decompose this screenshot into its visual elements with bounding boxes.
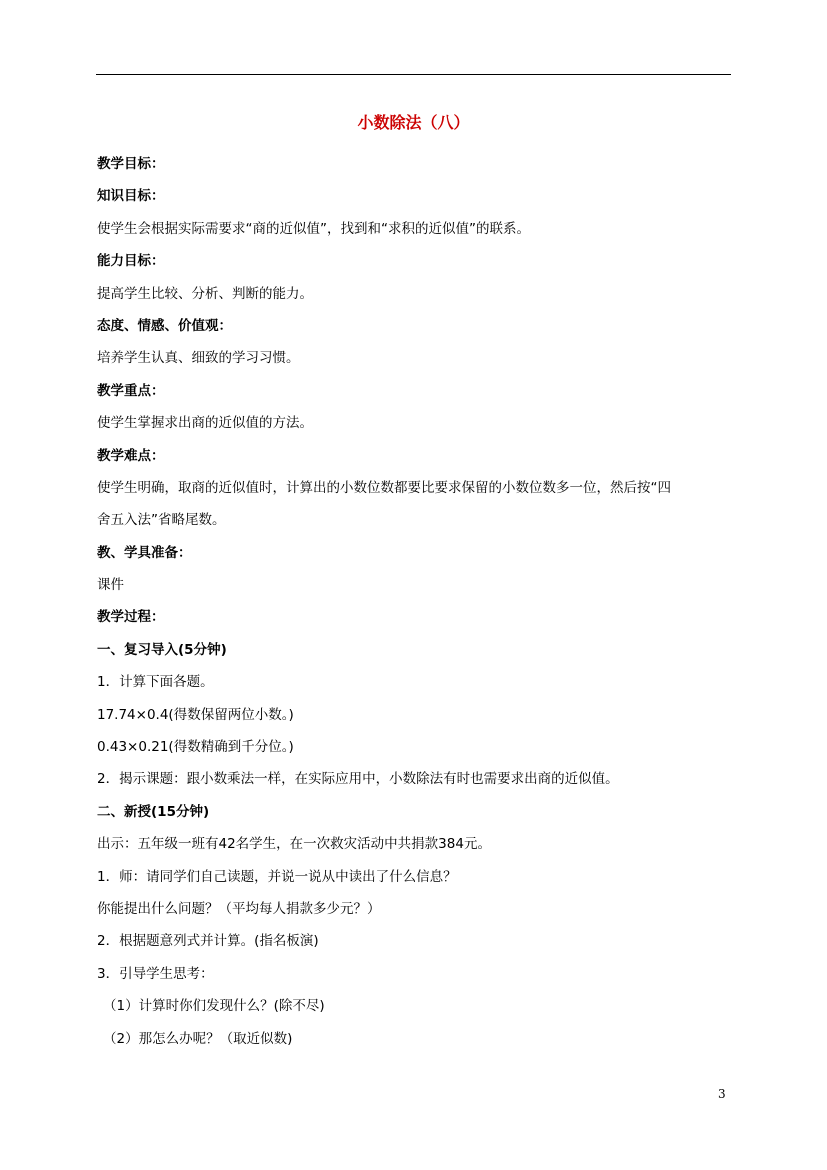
heading-key-points: 教学重点： <box>97 382 165 399</box>
sub-item-2: （2）那怎么办呢？（取近似数) <box>103 1030 293 1047</box>
heading-difficult-points: 教学难点： <box>97 447 165 464</box>
heading-review-intro: 一、复习导入(5分钟) <box>97 641 227 658</box>
list-item-calculate: 1．计算下面各题。 <box>97 674 214 691</box>
document-body <box>97 148 731 1055</box>
paragraph-question: 你能提出什么问题？（平均每人捐款多少元？） <box>97 900 381 917</box>
document-title: 小数除法（八） <box>357 113 470 132</box>
paragraph-ability-goals: 提高学生比较、分析、判断的能力。 <box>97 285 313 302</box>
list-item-read-problem: 1．师：请同学们自己读题，并说一说从中读出了什么信息？ <box>97 868 457 885</box>
paragraph-difficult-points-line1: 使学生明确，取商的近似值时，计算出的小数位数都要比要求保留的小数位数多一位，然后按“四 <box>97 479 671 496</box>
exercise-2: 0.43×0.21(得数精确到千分位。) <box>97 739 294 756</box>
list-item-calculate-formula: 2．根据题意列式并计算。(指名板演) <box>97 933 319 950</box>
sub-item-1: （1）计算时你们发现什么？(除不尽) <box>103 998 325 1015</box>
heading-ability-goals: 能力目标： <box>97 253 165 270</box>
heading-attitude-goals: 态度、情感、价值观： <box>97 317 232 334</box>
exercise-1: 17.74×0.4(得数保留两位小数。) <box>97 706 294 723</box>
header-rule <box>96 74 731 75</box>
list-item-reveal-topic: 2．揭示课题：跟小数乘法一样，在实际应用中，小数除法有时也需要求出商的近似值。 <box>97 771 619 788</box>
heading-teaching-goals: 教学目标： <box>97 156 165 172</box>
heading-knowledge-goals: 知识目标： <box>97 188 165 205</box>
heading-materials: 教、学具准备： <box>97 544 192 561</box>
heading-teaching-process: 教学过程： <box>97 609 165 626</box>
paragraph-materials: 课件 <box>97 577 124 594</box>
paragraph-difficult-points-line2: 舍五入法”省略尾数。 <box>97 512 226 529</box>
paragraph-knowledge-goals: 使学生会根据实际需要求“商的近似值”，找到和“求积的近似值”的联系。 <box>97 220 530 237</box>
heading-new-lesson: 二、新授(15分钟) <box>97 803 210 820</box>
paragraph-problem: 出示：五年级一班有42名学生，在一次救灾活动中共捐款384元。 <box>97 836 491 853</box>
paragraph-key-points: 使学生掌握求出商的近似值的方法。 <box>97 415 313 432</box>
paragraph-attitude-goals: 培养学生认真、细致的学习习惯。 <box>97 350 300 367</box>
list-item-guide-thinking: 3．引导学生思考： <box>97 965 214 982</box>
page-number: 3 <box>718 1087 726 1101</box>
